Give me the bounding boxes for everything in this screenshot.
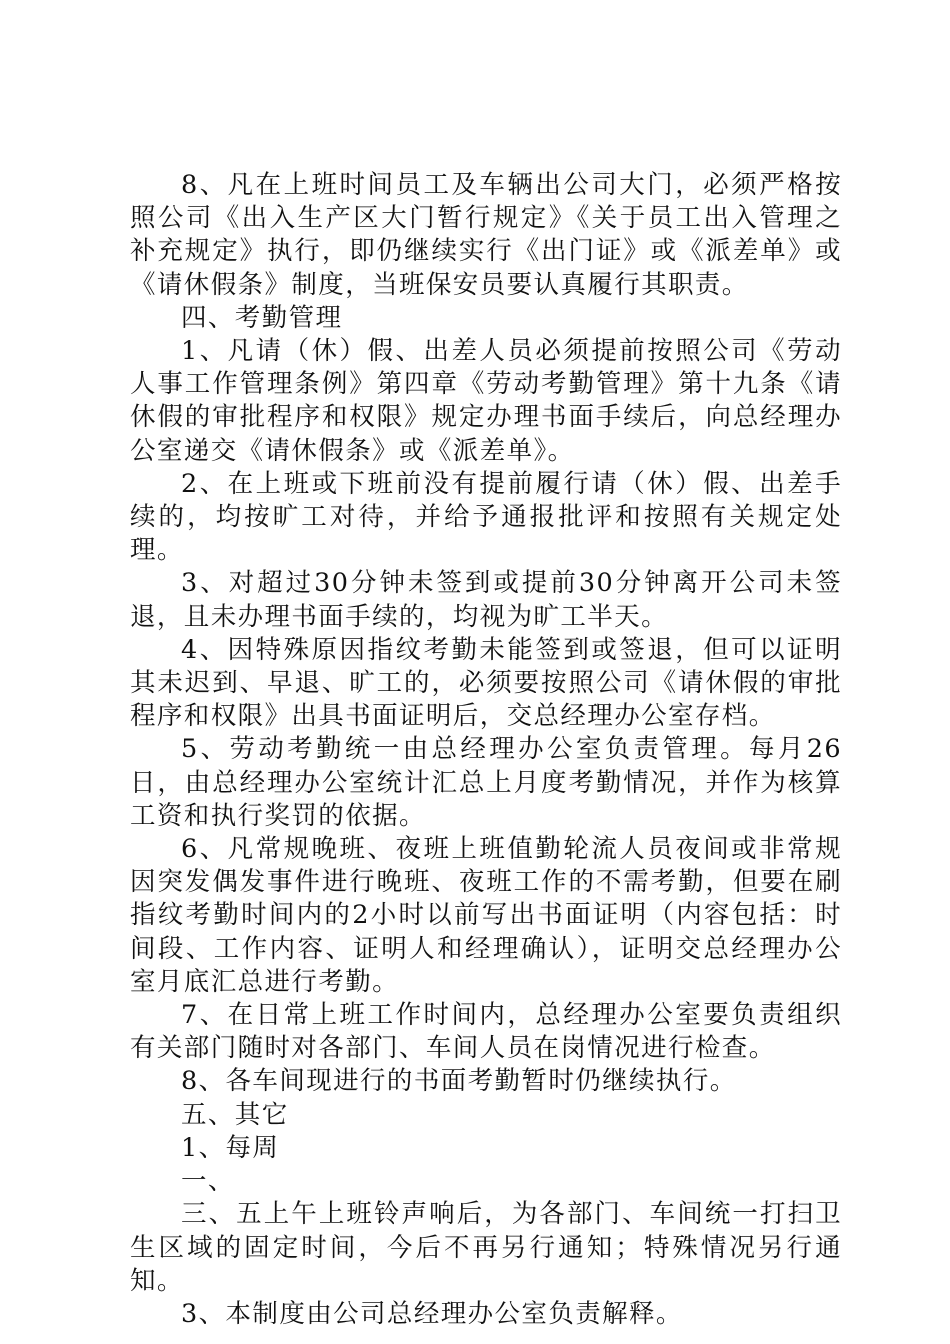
paragraph-interpretation: 3、本制度由公司总经理办公室负责解释。 <box>181 1298 683 1329</box>
section-heading-other: 五、其它 <box>181 1099 289 1130</box>
paragraph-late-rule: 3、对超过30分钟未签到或提前30分钟离开公司未签退，且未办理书面手续的，均视为旷工半天。 <box>130 568 842 632</box>
document-body <box>130 169 842 1331</box>
paragraph-night-shift: 6、凡常规晚班、夜班上班值勤轮流人员夜间或非常规因突发偶发事件进行晚班、夜班工作的不需考勤，但要在刷指纹考勤时间内的2小时以前写出书面证明（内容包括：时间段、工作内容、证明人和经理确认），证明交总经理办公室月底汇总进行考勤。 <box>130 834 842 997</box>
paragraph-absence-rule: 2、在上班或下班前没有提前履行请（休）假、出差手续的，均按旷工对待，并给予通报批评和按照有关规定处理。 <box>130 468 842 566</box>
paragraph-gate-rules: 8、凡在上班时间员工及车辆出公司大门，必须严格按照公司《出入生产区大门暂行规定》《关于员工出入管理之补充规定》执行，即仍继续实行《出门证》或《派差单》或《请休假条》制度，当班保安员要认真履行其职责。 <box>130 170 842 300</box>
paragraph-written-attendance: 8、各车间现进行的书面考勤暂时仍继续执行。 <box>181 1066 737 1097</box>
paragraph-attendance-management: 5、劳动考勤统一由总经理办公室负责管理。每月26日，由总经理办公室统计汇总上月度考勤情况，并作为核算工资和执行奖罚的依据。 <box>130 734 842 831</box>
paragraph-weekly: 1、每周 <box>181 1132 280 1163</box>
paragraph-inspection: 7、在日常上班工作时间内，总经理办公室要负责组织有关部门随时对各部门、车间人员在岗情况进行检查。 <box>130 1000 842 1064</box>
paragraph-cleaning-time: 三、五上午上班铃声响后，为各部门、车间统一打扫卫生区域的固定时间，今后不再另行通知；特殊情况另行通知。 <box>130 1199 842 1296</box>
paragraph-fingerprint-exception: 4、因特殊原因指纹考勤未能签到或签退，但可以证明其未迟到、早退、旷工的，必须要按照公司《请休假的审批程序和权限》出具书面证明后，交总经理办公室存档。 <box>130 634 842 732</box>
paragraph-weekday-fragment: 一、 <box>181 1166 235 1197</box>
paragraph-leave-procedure: 1、凡请（休）假、出差人员必须提前按照公司《劳动人事工作管理条例》第四章《劳动考勤管理》第十九条《请休假的审批程序和权限》规定办理书面手续后，向总经理办公室递交《请休假条》或《派差单》。 <box>130 336 842 466</box>
section-heading-attendance: 四、考勤管理 <box>181 302 343 333</box>
